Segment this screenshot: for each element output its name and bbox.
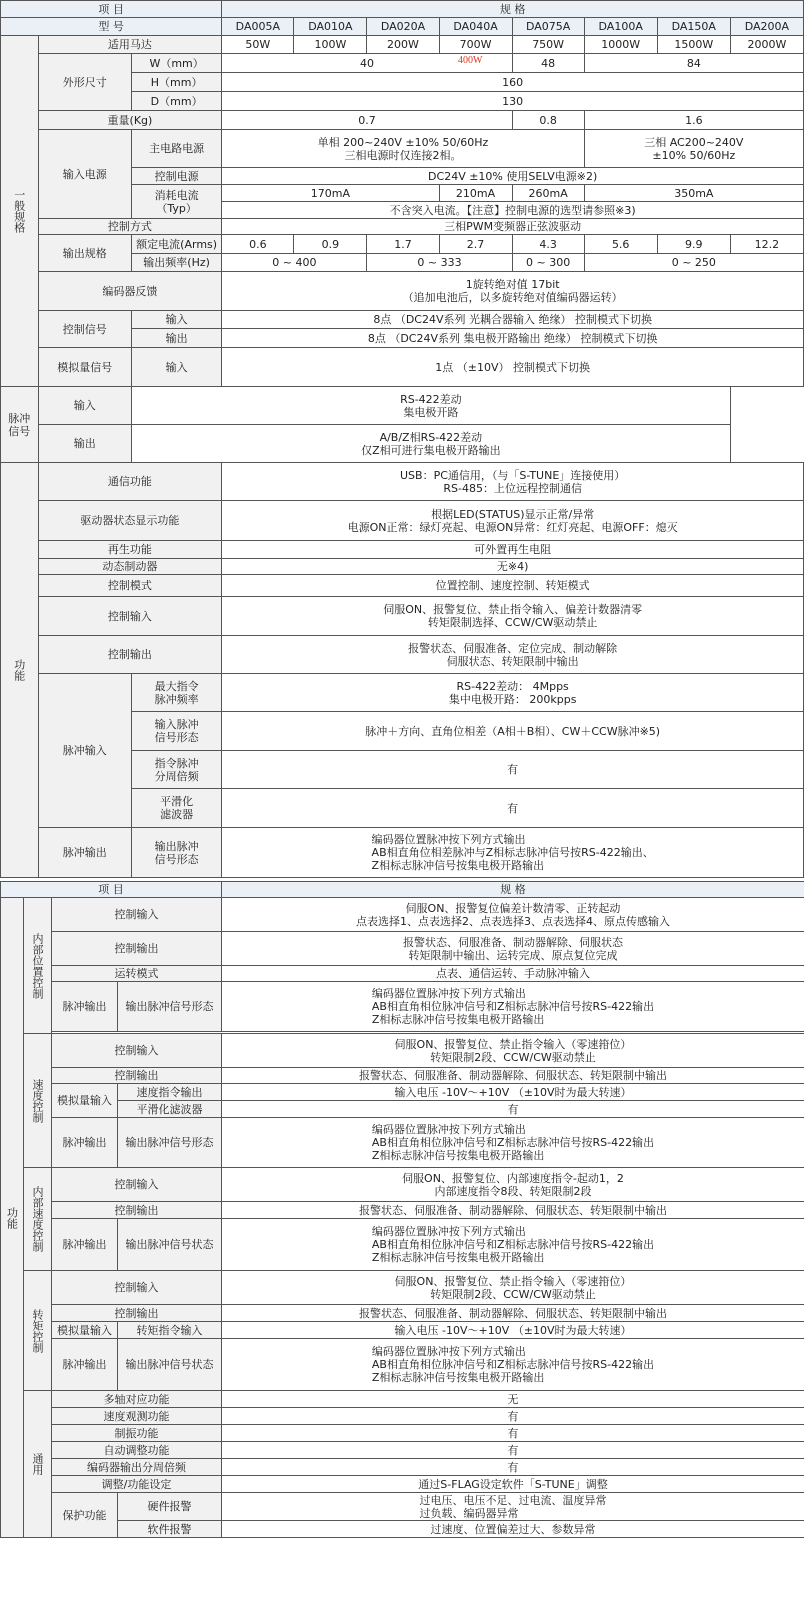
weight-row	[1, 111, 804, 130]
motor-cell: 750W	[512, 36, 584, 54]
trq-cmd-value: 输入电压 -10V～+10V （±10V时为最大转速）	[222, 1322, 804, 1339]
rated-row	[1, 235, 804, 254]
rated-cell: 12.2	[730, 235, 803, 254]
pos-pulse-value: 编码器位置脉冲按下列方式输出 AB相直角相位脉冲信号和Z相标志脉冲信号按RS-422输出 Z相标志脉冲信号按集电极开路输出	[222, 982, 804, 1032]
header-item: 项 目	[1, 1, 222, 18]
spd-analog-label: 模拟量输入	[52, 1084, 118, 1118]
pos-pulse-label: 脉冲输出	[52, 982, 118, 1032]
group-speed: 速度控制	[24, 1034, 52, 1168]
model-cell: DA100A	[584, 18, 657, 36]
group-func: 功能	[1, 463, 39, 878]
ctrl-sig-in-row	[1, 311, 804, 329]
spd-pulse-label: 脉冲输出	[52, 1118, 118, 1168]
rated-cell: 9.9	[657, 235, 730, 254]
spd-in-row	[1, 1034, 804, 1068]
model-cell: DA150A	[657, 18, 730, 36]
maxp-label: 最大指令 脉冲频率	[131, 674, 221, 712]
adjust-value: 通过S-FLAG设定软件「S-TUNE」调整	[222, 1476, 804, 1493]
group-pos: 内部位置控制	[24, 898, 52, 1034]
group-ispeed: 内部速度控制	[24, 1168, 52, 1271]
rated-label: 额定电流(Arms)	[131, 235, 221, 254]
ispd-pulse-label: 脉冲输出	[52, 1219, 118, 1271]
mode-value: 位置控制、速度控制、转矩模式	[222, 575, 804, 597]
mode-label: 控制模式	[38, 575, 222, 597]
regen-value: 可外置再生电阻	[222, 541, 804, 559]
smooth-label: 平滑化 滤波器	[131, 789, 221, 828]
protect-label: 保护功能	[52, 1493, 118, 1538]
dyn-brake-row	[1, 559, 804, 575]
regen-row	[1, 541, 804, 559]
sw-alarm-value: 过速度、位置偏差过大、参数异常	[222, 1521, 804, 1538]
pulse-in-value: RS-422差动 集电极开路	[131, 387, 730, 425]
red-overlay-text: 400W	[458, 55, 483, 66]
encdiv-label: 编码器输出分周倍频	[52, 1459, 222, 1476]
cout-row	[1, 636, 804, 674]
ispd-pulse-row	[1, 1219, 804, 1271]
main-power-single: 单相 200~240V ±10% 50/60Hz 三相电源时仅连接2相。	[222, 130, 584, 168]
maxp-row	[1, 674, 804, 712]
ctrl-mode-row	[1, 219, 804, 235]
weight-value: 0.7	[222, 111, 512, 130]
adjust-row	[1, 1476, 804, 1493]
group-common: 通用	[24, 1391, 52, 1538]
pulse-sig-label: 脉冲信号	[1, 387, 39, 463]
ctrl-sig-out-label: 输出	[131, 329, 221, 348]
spd-cmd-label: 速度指令输出	[118, 1084, 222, 1101]
consumption-value: 350mA	[584, 185, 803, 202]
cin-value: 伺服ON、报警复位、禁止指令输入、偏差计数器清零 转矩限制选择、CCW/CW驱动禁止	[222, 597, 804, 636]
pos-in-row	[1, 898, 804, 932]
group-torque: 转矩控制	[24, 1271, 52, 1391]
header-spec-2: 规 格	[222, 882, 804, 898]
ctrl-sig-out-value: 8点 （DC24V系列 集电极开路输出 绝缘） 控制模式下切换	[222, 329, 804, 348]
weight-value: 1.6	[584, 111, 803, 130]
ispd-in-row	[1, 1168, 804, 1202]
rated-cell: 4.3	[512, 235, 584, 254]
pulse-out-label: 输出	[38, 425, 131, 463]
w-value: 84	[584, 54, 803, 73]
smooth-value: 有	[222, 789, 804, 828]
poform-label: 输出脉冲 信号形态	[131, 828, 221, 878]
spd-cmd-value: 输入电压 -10V～+10V （±10V时为最大转速）	[222, 1084, 804, 1101]
analog-row	[1, 348, 804, 387]
multi-value: 无	[222, 1391, 804, 1408]
trq-cmd-row	[1, 1322, 804, 1339]
trq-out-row	[1, 1305, 804, 1322]
function-table	[0, 881, 804, 1538]
consumption-note: 不含突入电流。【注意】控制电源的选型请参照※3)	[222, 202, 804, 219]
input-power-label: 输入电源	[38, 130, 131, 219]
header-row	[1, 1, 804, 18]
h-value: 160	[222, 73, 804, 92]
consumption-value: 170mA	[222, 185, 439, 202]
pos-out-label: 控制输出	[52, 932, 222, 966]
trq-pulse-state: 输出脉冲信号状态	[118, 1339, 222, 1391]
trq-in-row	[1, 1271, 804, 1305]
motor-cell: 700W	[439, 36, 512, 54]
weight-label: 重量(Kg)	[38, 111, 222, 130]
d-value: 130	[222, 92, 804, 111]
trq-in-value: 伺服ON、报警复位、禁止指令输入（零速箝位） 转矩限制2段、CCW/CW驱动禁止	[222, 1271, 804, 1305]
freq-cell: 0 ~ 300	[512, 254, 584, 272]
ispd-in-value: 伺服ON、报警复位、内部速度指令-起动1，2 内部速度指令8段、转矩限制2段	[222, 1168, 804, 1202]
poform-value: 编码器位置脉冲按下列方式输出 AB相直角位相差脉冲与Z相标志脉冲信号按RS-422输出、 Z相标志脉冲信号按集电极开路输出	[222, 828, 804, 878]
cin-row	[1, 597, 804, 636]
div-label: 指令脉冲 分周倍频	[131, 751, 221, 789]
motor-cell: 100W	[294, 36, 367, 54]
consumption-value: 260mA	[512, 185, 584, 202]
spd-in-label: 控制输入	[52, 1034, 222, 1068]
ispd-out-label: 控制输出	[52, 1202, 222, 1219]
motor-cell: 200W	[367, 36, 439, 54]
cout-value: 报警状态、伺服准备、定位完成、制动解除 伺服状态、转矩限制中输出	[222, 636, 804, 674]
trq-out-label: 控制输出	[52, 1305, 222, 1322]
freq-cell: 0 ~ 333	[367, 254, 512, 272]
analog-value: 1点 （±10V） 控制模式下切换	[222, 348, 804, 387]
model-cell: DA010A	[294, 18, 367, 36]
ctrl-sig-in-value: 8点 （DC24V系列 光耦合器输入 绝缘） 控制模式下切换	[222, 311, 804, 329]
ctrl-mode-label: 控制方式	[38, 219, 222, 235]
pos-in-value: 伺服ON、报警复位偏差计数清零、正转起动 点表选择1、点表选择2、点表选择3、点表选择4、原点传感输入	[222, 898, 804, 932]
observer-value: 有	[222, 1408, 804, 1425]
trq-pulse-row	[1, 1339, 804, 1391]
encoder-value: 1旋转绝对值 17bit （追加电池后，以多旋转绝对值编码器运转）	[222, 272, 804, 311]
rated-cell: 2.7	[439, 235, 512, 254]
spd-pulse-row	[1, 1118, 804, 1168]
regen-label: 再生功能	[38, 541, 222, 559]
pos-pulse-row	[1, 982, 804, 1032]
dyn-value: 无※4)	[222, 559, 804, 575]
pulse-in-label: 输入	[38, 387, 131, 425]
ctrl-sig-in-label: 输入	[131, 311, 221, 329]
header-spec: 规 格	[222, 1, 804, 18]
analog-in-label: 输入	[131, 348, 221, 387]
cin-label: 控制输入	[38, 597, 222, 636]
encdiv-value: 有	[222, 1459, 804, 1476]
header-item-2: 项 目	[1, 882, 222, 898]
ctrl-mode-value: 三相PWM变频器正弦波驱动	[222, 219, 804, 235]
motor-cell: 1000W	[584, 36, 657, 54]
damp-row	[1, 1425, 804, 1442]
pos-out-value: 报警状态、伺服准备、制动器解除、伺服状态 转矩限制中输出、运转完成、原点复位完成	[222, 932, 804, 966]
hw-alarm-label: 硬件报警	[118, 1493, 222, 1521]
rated-cell: 5.6	[584, 235, 657, 254]
motor-cell: 1500W	[657, 36, 730, 54]
pform-label: 输入脉冲 信号形态	[131, 712, 221, 751]
observer-label: 速度观测功能	[52, 1408, 222, 1425]
ctrl-power-label: 控制电源	[131, 168, 221, 185]
comm-row	[1, 463, 804, 501]
spd-in-value: 伺服ON、报警复位、禁止指令输入（零速箝位） 转矩限制2段、CCW/CW驱动禁止	[222, 1034, 804, 1068]
encoder-row	[1, 272, 804, 311]
ispd-pulse-value: 编码器位置脉冲按下列方式输出 AB相直角相位脉冲信号和Z相标志脉冲信号按RS-422输出 Z相标志脉冲信号按集电极开路输出	[222, 1219, 804, 1271]
ispd-out-row	[1, 1202, 804, 1219]
consumption-value: 210mA	[439, 185, 512, 202]
freq-label: 输出频率(Hz)	[131, 254, 221, 272]
d-label: D（mm）	[131, 92, 221, 111]
ctrl-power-value: DC24V ±10% 使用SELV电源※2)	[222, 168, 804, 185]
ispd-out-value: 报警状态、伺服准备、制动器解除、伺服状态、转矩限制中输出	[222, 1202, 804, 1219]
maxp-value: RS-422差动： 4Mpps 集中电极开路： 200kpps	[222, 674, 804, 712]
damp-value: 有	[222, 1425, 804, 1442]
pin-label: 脉冲输入	[38, 674, 131, 828]
width-row	[1, 54, 804, 73]
trq-out-value: 报警状态、伺服准备、制动器解除、伺服状态、转矩限制中输出	[222, 1305, 804, 1322]
pout-row	[1, 828, 804, 878]
motor-cell: 2000W	[730, 36, 803, 54]
hw-alarm-value: 过电压、电压不足、过电流、温度异常 过负载、编码器异常	[222, 1493, 804, 1521]
trq-in-label: 控制输入	[52, 1271, 222, 1305]
main-power-row	[1, 130, 804, 168]
model-cell: DA040A	[439, 18, 512, 36]
encoder-label: 编码器反馈	[38, 272, 222, 311]
spd-smooth-row	[1, 1101, 804, 1118]
multi-label: 多轴对应功能	[52, 1391, 222, 1408]
run-mode-value: 点表、通信运转、手动脉冲输入	[222, 966, 804, 982]
pos-in-label: 控制输入	[52, 898, 222, 932]
div-value: 有	[222, 751, 804, 789]
cout-label: 控制输出	[38, 636, 222, 674]
autotune-label: 自动调整功能	[52, 1442, 222, 1459]
ispd-pulse-state: 输出脉冲信号状态	[118, 1219, 222, 1271]
dims-label: 外形尺寸	[38, 54, 131, 111]
h-label: H（mm）	[131, 73, 221, 92]
pulse-out-value: A/B/Z相RS-422差动 仅Z相可进行集电极开路输出	[131, 425, 730, 463]
w-value: 40	[222, 54, 512, 73]
autotune-value: 有	[222, 1442, 804, 1459]
motor-row	[1, 36, 804, 54]
observer-row	[1, 1408, 804, 1425]
spd-out-value: 报警状态、伺服准备、制动器解除、伺服状态、转矩限制中输出	[222, 1068, 804, 1084]
group-general: 一般规格	[1, 36, 39, 387]
damp-label: 制振功能	[52, 1425, 222, 1442]
status-label: 驱动器状态显示功能	[38, 501, 222, 541]
mode-row	[1, 575, 804, 597]
status-value: 根据LED(STATUS)显示正常/异常 电源ON正常：绿灯亮起、电源ON异常：红灯亮起、电源OFF：熄灭	[222, 501, 804, 541]
freq-cell: 0 ~ 250	[584, 254, 803, 272]
pulse-out-row	[1, 425, 804, 463]
sw-alarm-label: 软件报警	[118, 1521, 222, 1538]
hw-alarm-row	[1, 1493, 804, 1521]
encdiv-row	[1, 1459, 804, 1476]
consumption-label: 消耗电流 （Typ）	[131, 185, 221, 219]
motor-label: 适用马达	[38, 36, 222, 54]
sw-alarm-row	[1, 1521, 804, 1538]
w-label: W（mm）	[131, 54, 221, 73]
group-func-2: 功能	[1, 898, 24, 1538]
pform-value: 脉冲＋方向、直角位相差（A相＋B相）、CW＋CCW脉冲※5)	[222, 712, 804, 751]
pout-label: 脉冲输出	[38, 828, 131, 878]
status-row	[1, 501, 804, 541]
spd-pulse-form: 输出脉冲信号形态	[118, 1118, 222, 1168]
rated-cell: 0.6	[222, 235, 294, 254]
comm-value: USB：PC通信用，（与「S-TUNE」连接使用） RS-485：上位远程控制通信	[222, 463, 804, 501]
ispd-in-label: 控制输入	[52, 1168, 222, 1202]
trq-analog-label: 模拟量输入	[52, 1322, 118, 1339]
model-cell: DA020A	[367, 18, 439, 36]
main-power-three: 三相 AC200~240V ±10% 50/60Hz	[584, 130, 803, 168]
pos-pulse-form: 输出脉冲信号形态	[118, 982, 222, 1032]
rated-cell: 0.9	[294, 235, 367, 254]
out-spec-label: 输出规格	[38, 235, 131, 272]
model-cell: DA075A	[512, 18, 584, 36]
run-mode-row	[1, 966, 804, 982]
ctrl-sig-label: 控制信号	[38, 311, 131, 348]
main-power-label: 主电路电源	[131, 130, 221, 168]
weight-value: 0.8	[512, 111, 584, 130]
comm-label: 通信功能	[38, 463, 222, 501]
rated-cell: 1.7	[367, 235, 439, 254]
dyn-label: 动态制动器	[38, 559, 222, 575]
spd-out-row	[1, 1068, 804, 1084]
model-row	[1, 18, 804, 36]
adjust-label: 调整/功能设定	[52, 1476, 222, 1493]
spd-out-label: 控制输出	[52, 1068, 222, 1084]
w-value: 48	[512, 54, 584, 73]
autotune-row	[1, 1442, 804, 1459]
trq-pulse-value: 编码器位置脉冲按下列方式输出 AB相直角相位脉冲信号和Z相标志脉冲信号按RS-422输出 Z相标志脉冲信号按集电极开路输出	[222, 1339, 804, 1391]
model-label: 型 号	[1, 18, 222, 36]
trq-pulse-label: 脉冲输出	[52, 1339, 118, 1391]
spd-smooth-label: 平滑化滤波器	[118, 1101, 222, 1118]
model-cell: DA200A	[730, 18, 803, 36]
spd-pulse-value: 编码器位置脉冲按下列方式输出 AB相直角相位脉冲信号和Z相标志脉冲信号按RS-422输出 Z相标志脉冲信号按集电极开路输出	[222, 1118, 804, 1168]
freq-cell: 0 ~ 400	[222, 254, 367, 272]
header-row-2	[1, 882, 804, 898]
model-cell: DA005A	[222, 18, 294, 36]
trq-cmd-label: 转矩指令输入	[118, 1322, 222, 1339]
spd-smooth-value: 有	[222, 1101, 804, 1118]
multi-row	[1, 1391, 804, 1408]
pos-out-row	[1, 932, 804, 966]
motor-cell: 50W	[222, 36, 294, 54]
spd-cmd-row	[1, 1084, 804, 1101]
analog-label: 模拟量信号	[38, 348, 131, 387]
pulse-in-row	[1, 387, 804, 425]
run-mode-label: 运转模式	[52, 966, 222, 982]
